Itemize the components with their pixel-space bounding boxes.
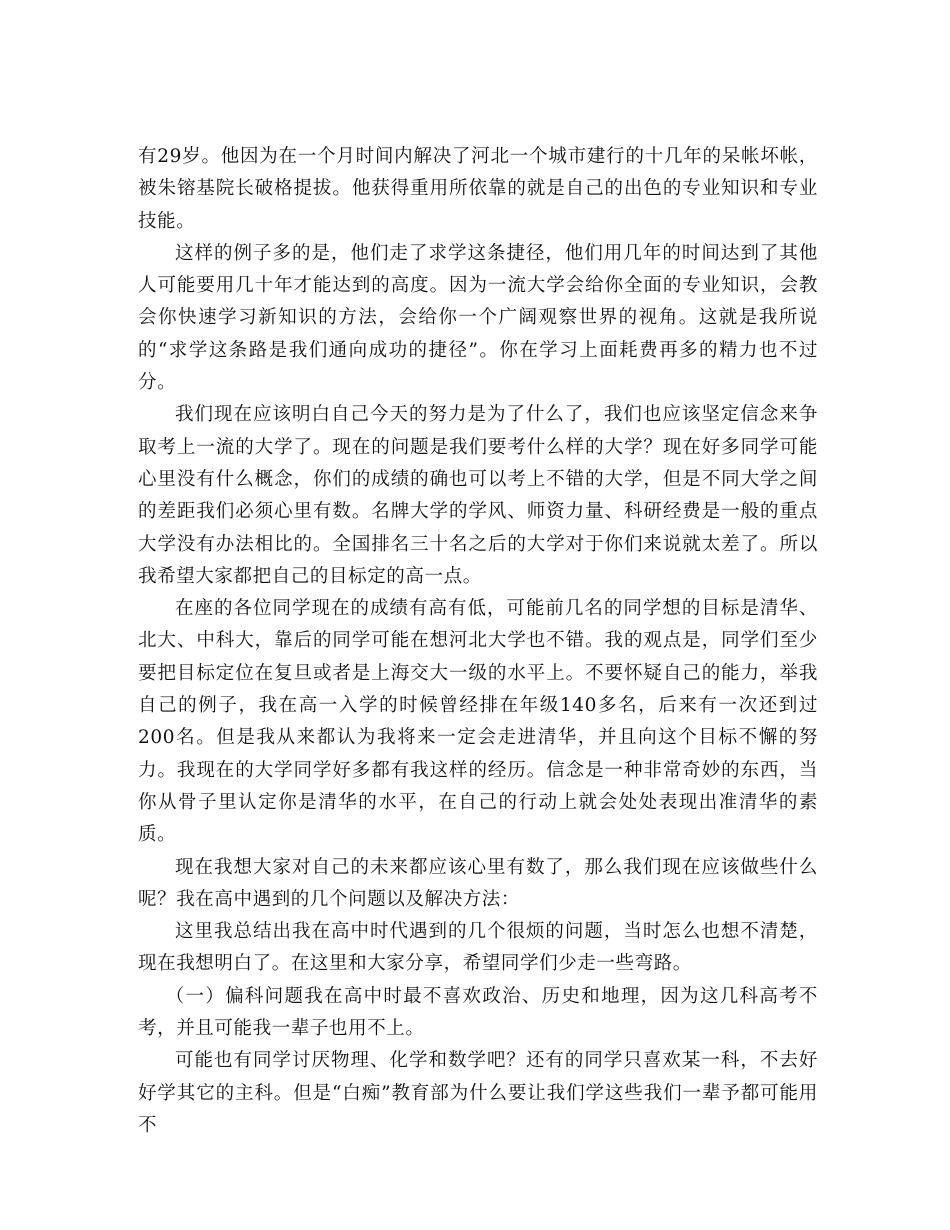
paragraph-2: 这样的例子多的是，他们走了求学这条捷径，他们用几年的时间达到了其他人可能要用几十年才能达到的高度。因为一流大学会给你全面的专业知识，会教会你快速学习新知识的方法，会给你一个广阔观察世界的视角。这就是我所说的“求学这条路是我们通向成功的捷径”。你在学习上面耗费再多的精力也不过分。 (138, 242, 818, 394)
paragraph-6: 这里我总结出我在高中时代遇到的几个很烦的问题，当时怎么也想不清楚，现在我想明白了。在这里和大家分享，希望同学们少走一些弯路。 (138, 921, 818, 975)
paragraph-7: （一）偏科问题我在高中时最不喜欢政治、历史和地理，因为这几科高考不考，并且可能我一辈子也用不上。 (138, 985, 818, 1040)
paragraph-8: 可能也有同学讨厌物理、化学和数学吧？还有的同学只喜欢某一科，不去好好学其它的主科。但是“白痴”教育部为什么要让我们学这些我们一辈予都可能用不 (138, 1050, 818, 1136)
paragraph-1: 有29岁。他因为在一个月时间内解决了河北一个城市建行的十几年的呆帐坏帐，被朱镕基院长破格提拔。他获得重用所依靠的就是自己的出色的专业知识和专业技能。 (138, 146, 818, 232)
paragraph-3: 我们现在应该明白自己今天的努力是为了什么了，我们也应该坚定信念来争取考上一流的大学了。现在的问题是我们要考什么样的大学？现在好多同学可能心里没有什么概念，你们的成绩的确也可以考上不错的大学，但是不同大学之间的差距我们必须心里有数。名牌大学的学风、师资力量、科研经费是一般的重点大学没有办法相比的。全国排名三十名之后的大学对于你们来说就太差了。所以我希望大家都把自己的目标定的高一点。 (138, 404, 818, 587)
paragraph-4: 在座的各位同学现在的成绩有高有低，可能前几名的同学想的目标是清华、北大、中科大，靠后的同学可能在想河北大学也不错。我的观点是，同学们至少要把目标定位在复旦或者是上海交大一级的水平上。不要怀疑自己的能力，举我自己的例子，我在高一入学的时候曾经排在年级140多名，后来有一次还到过200名。但是我从来都认为我将来一定会走进清华，并且向这个目标不懈的努力。我现在的大学同学好多都有我这样的经历。信念是一种非常奇妙的东西，当你从骨子里认定你是清华的水平，在自己的行动上就会处处表现出准清华的素质。 (138, 598, 818, 846)
paragraph-5: 现在我想大家对自己的未来都应该心里有数了，那么我们现在应该做些什么呢？我在高中遇到的几个问题以及解决方法： (138, 856, 818, 910)
document-body (138, 141, 818, 1142)
